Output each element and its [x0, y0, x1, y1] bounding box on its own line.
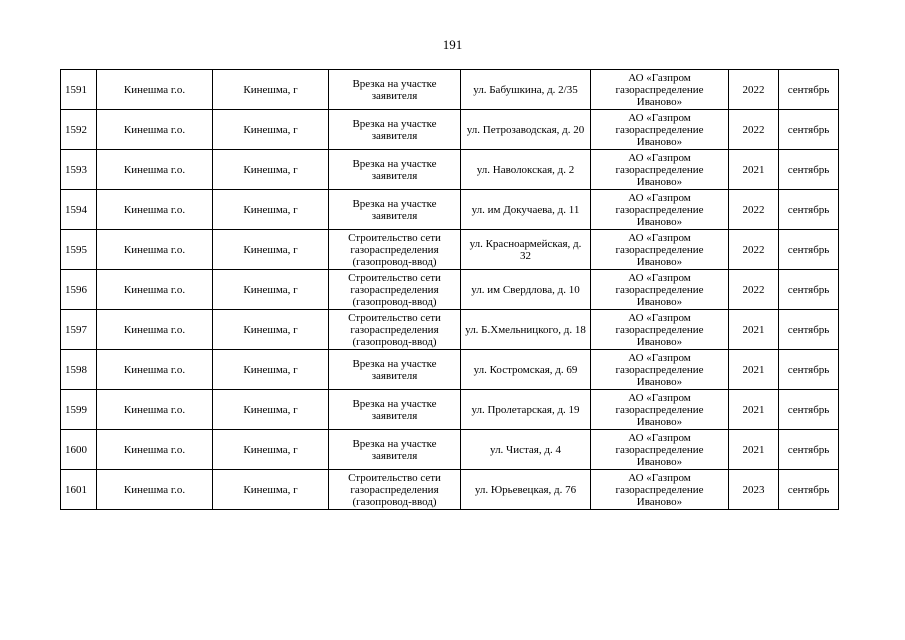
district-cell: Кинешма г.о. — [97, 350, 213, 390]
work-type-cell: Врезка на участке заявителя — [329, 150, 461, 190]
table-row — [61, 350, 839, 390]
table-row — [61, 110, 839, 150]
year-cell: 2022 — [729, 270, 779, 310]
organization-cell: АО «Газпром газораспределение Иваново» — [591, 230, 729, 270]
address-cell: ул. им Докучаева, д. 11 — [461, 190, 591, 230]
year-cell: 2021 — [729, 310, 779, 350]
row-number: 1594 — [61, 190, 97, 230]
table-row — [61, 190, 839, 230]
work-type-cell: Строительство сети газораспределения (газопровод-ввод) — [329, 230, 461, 270]
row-number: 1593 — [61, 150, 97, 190]
address-cell: ул. Наволокская, д. 2 — [461, 150, 591, 190]
year-cell: 2022 — [729, 230, 779, 270]
locality-cell: Кинешма, г — [213, 310, 329, 350]
year-cell: 2022 — [729, 110, 779, 150]
locality-cell: Кинешма, г — [213, 230, 329, 270]
organization-cell: АО «Газпром газораспределение Иваново» — [591, 310, 729, 350]
table-row — [61, 70, 839, 110]
work-type-cell: Врезка на участке заявителя — [329, 430, 461, 470]
organization-cell: АО «Газпром газораспределение Иваново» — [591, 190, 729, 230]
row-number: 1596 — [61, 270, 97, 310]
address-cell: ул. им Свердлова, д. 10 — [461, 270, 591, 310]
organization-cell: АО «Газпром газораспределение Иваново» — [591, 70, 729, 110]
year-cell: 2021 — [729, 150, 779, 190]
work-type-cell: Строительство сети газораспределения (газопровод-ввод) — [329, 470, 461, 510]
district-cell: Кинешма г.о. — [97, 470, 213, 510]
district-cell: Кинешма г.о. — [97, 110, 213, 150]
locality-cell: Кинешма, г — [213, 150, 329, 190]
work-type-cell: Врезка на участке заявителя — [329, 110, 461, 150]
row-number: 1597 — [61, 310, 97, 350]
month-cell: сентябрь — [779, 150, 839, 190]
address-cell: ул. Красноармейская, д. 32 — [461, 230, 591, 270]
locality-cell: Кинешма, г — [213, 270, 329, 310]
work-type-cell: Врезка на участке заявителя — [329, 350, 461, 390]
organization-cell: АО «Газпром газораспределение Иваново» — [591, 110, 729, 150]
month-cell: сентябрь — [779, 310, 839, 350]
page-number: 191 — [442, 37, 463, 52]
work-type-cell: Врезка на участке заявителя — [329, 390, 461, 430]
table-row — [61, 430, 839, 470]
year-cell: 2021 — [729, 430, 779, 470]
address-cell: ул. Чистая, д. 4 — [461, 430, 591, 470]
address-cell: ул. Костромская, д. 69 — [461, 350, 591, 390]
month-cell: сентябрь — [779, 270, 839, 310]
organization-cell: АО «Газпром газораспределение Иваново» — [591, 350, 729, 390]
locality-cell: Кинешма, г — [213, 350, 329, 390]
year-cell: 2021 — [729, 350, 779, 390]
month-cell: сентябрь — [779, 190, 839, 230]
organization-cell: АО «Газпром газораспределение Иваново» — [591, 470, 729, 510]
row-number: 1595 — [61, 230, 97, 270]
month-cell: сентябрь — [779, 110, 839, 150]
table-row — [61, 310, 839, 350]
work-type-cell: Строительство сети газораспределения (газопровод-ввод) — [329, 310, 461, 350]
work-type-cell: Врезка на участке заявителя — [329, 190, 461, 230]
organization-cell: АО «Газпром газораспределение Иваново» — [591, 150, 729, 190]
district-cell: Кинешма г.о. — [97, 70, 213, 110]
address-cell: ул. Пролетарская, д. 19 — [461, 390, 591, 430]
table-row — [61, 270, 839, 310]
district-cell: Кинешма г.о. — [97, 430, 213, 470]
locality-cell: Кинешма, г — [213, 190, 329, 230]
table-row — [61, 230, 839, 270]
year-cell: 2022 — [729, 190, 779, 230]
locality-cell: Кинешма, г — [213, 470, 329, 510]
address-cell: ул. Бабушкина, д. 2/35 — [461, 70, 591, 110]
row-number: 1599 — [61, 390, 97, 430]
district-cell: Кинешма г.о. — [97, 230, 213, 270]
row-number: 1591 — [61, 70, 97, 110]
row-number: 1592 — [61, 110, 97, 150]
year-cell: 2023 — [729, 470, 779, 510]
table-body — [61, 70, 839, 510]
district-cell: Кинешма г.о. — [97, 150, 213, 190]
district-cell: Кинешма г.о. — [97, 390, 213, 430]
locality-cell: Кинешма, г — [213, 70, 329, 110]
address-cell: ул. Б.Хмельницкого, д. 18 — [461, 310, 591, 350]
table-row — [61, 390, 839, 430]
table-row — [61, 470, 839, 510]
address-cell: ул. Петрозаводская, д. 20 — [461, 110, 591, 150]
organization-cell: АО «Газпром газораспределение Иваново» — [591, 390, 729, 430]
table-row — [61, 150, 839, 190]
month-cell: сентябрь — [779, 470, 839, 510]
district-cell: Кинешма г.о. — [97, 270, 213, 310]
month-cell: сентябрь — [779, 230, 839, 270]
district-cell: Кинешма г.о. — [97, 190, 213, 230]
row-number: 1598 — [61, 350, 97, 390]
gasification-table — [60, 69, 839, 510]
year-cell: 2021 — [729, 390, 779, 430]
month-cell: сентябрь — [779, 390, 839, 430]
locality-cell: Кинешма, г — [213, 110, 329, 150]
locality-cell: Кинешма, г — [213, 390, 329, 430]
work-type-cell: Врезка на участке заявителя — [329, 70, 461, 110]
row-number: 1600 — [61, 430, 97, 470]
year-cell: 2022 — [729, 70, 779, 110]
month-cell: сентябрь — [779, 430, 839, 470]
organization-cell: АО «Газпром газораспределение Иваново» — [591, 270, 729, 310]
month-cell: сентябрь — [779, 70, 839, 110]
row-number: 1601 — [61, 470, 97, 510]
district-cell: Кинешма г.о. — [97, 310, 213, 350]
address-cell: ул. Юрьевецкая, д. 76 — [461, 470, 591, 510]
month-cell: сентябрь — [779, 350, 839, 390]
work-type-cell: Строительство сети газораспределения (газопровод-ввод) — [329, 270, 461, 310]
locality-cell: Кинешма, г — [213, 430, 329, 470]
organization-cell: АО «Газпром газораспределение Иваново» — [591, 430, 729, 470]
